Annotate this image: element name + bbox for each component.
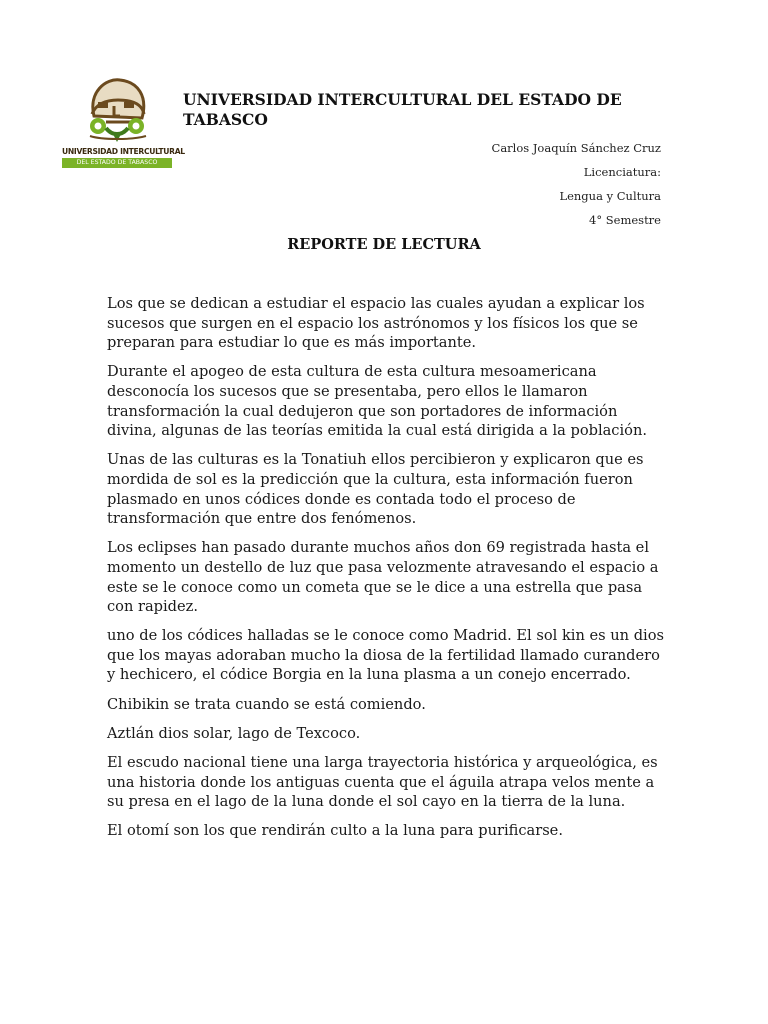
report-title: REPORTE DE LECTURA [287, 236, 481, 253]
paragraph: Chibikin se trata cuando se está comiendo. [107, 695, 426, 713]
university-logo [62, 74, 185, 174]
degree-label: Licenciatura: [583, 165, 661, 179]
logo-line-2: DEL ESTADO DE TABASCO [62, 158, 172, 168]
logo-line-1: UNIVERSIDAD INTERCULTURAL [62, 147, 185, 156]
paragraph: El otomí son los que rendirán culto a la luna para purificarse. [107, 822, 563, 840]
paragraph: Los que se dedican a estudiar el espacio las cuales ayudan a explicar los sucesos que surgen en el espacio los astrónomos y los físicos los que se preparan para estudiar lo que es más importante. [107, 295, 645, 352]
author-name: Carlos Joaquín Sánchez Cruz [491, 141, 661, 155]
logo-caption [62, 146, 185, 168]
paragraph: El escudo nacional tiene una larga trayectoria histórica y arqueológica, es una historia donde los antiguas cuenta que el águila atrapa velos mente a su presa en el lago de la luna donde el sol cayo en la tierra de la luna. [107, 754, 658, 811]
university-name: UNIVERSIDAD INTERCULTURAL DEL ESTADO DE TABASCO [183, 90, 622, 129]
paragraph: Los eclipses han pasado durante muchos años don 69 registrada hasta el momento un destello de luz que pasa velozmente atravesando el espacio a este se le conoce como un cometa que se le dice a una estrella que pasa con rapidez. [107, 539, 659, 616]
paragraph: Durante el apogeo de esta cultura de esta cultura mesoamericana desconocía los sucesos que se presentaba, pero ellos le llamaron transformación la cual dedujeron que son portadores de información divina, algunas de las teorías emitida la cual está dirigida a la población. [107, 363, 647, 440]
paragraph: uno de los códices halladas se le conoce como Madrid. El sol kin es un dios que los mayas adoraban mucho la diosa de la fertilidad llamado curandero y hechicero, el códice Borgia en la luna plasma a un conejo encerrado. [107, 627, 664, 684]
paragraph: Aztlán dios solar, lago de Texcoco. [107, 724, 361, 742]
semester: 4° Semestre [589, 213, 661, 227]
program-name: Lengua y Cultura [559, 189, 661, 203]
report-body [107, 294, 667, 851]
paragraph: Unas de las culturas es la Tonatiuh ellos percibieron y explicaron que es mordida de sol es la predicción que la cultura, esta información fueron plasmado en unos códices donde es contada todo el proceso de transformación que entre dos fenómenos. [107, 451, 644, 528]
author-info [492, 140, 661, 236]
